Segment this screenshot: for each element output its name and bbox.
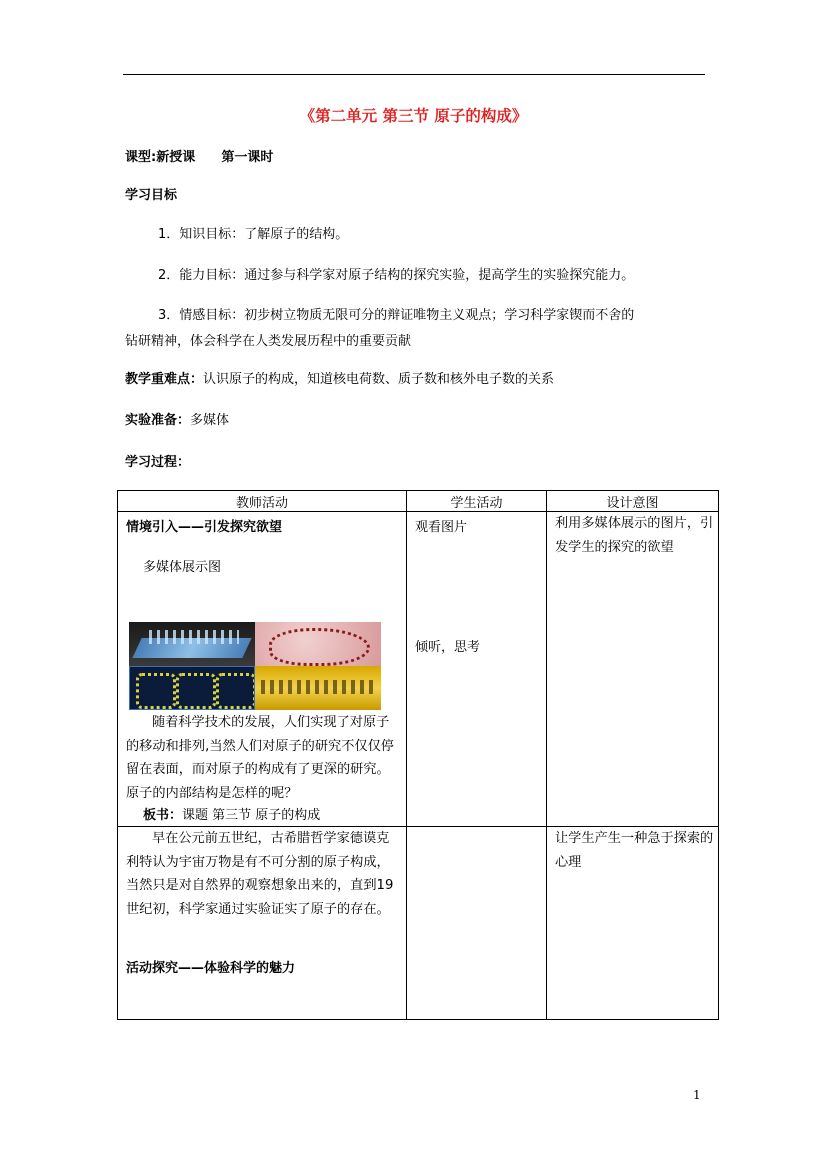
student-cell-2: [407, 827, 547, 1020]
board-label: 板书：: [143, 808, 183, 823]
prep-label: 实验准备：: [125, 413, 191, 428]
page-number: 1: [693, 1088, 701, 1102]
header-student-activity: 学生活动: [407, 491, 547, 512]
course-info: [125, 146, 273, 165]
history-paragraph: 早在公元前五世纪，古希腊哲学家德谟克利特认为宇宙万物是有不可分割的原子构成，当然只是对自然界的观察想象出来的，直到19世纪初，科学家通过实验证实了原子的存在。: [126, 831, 394, 917]
atom-images: [129, 622, 381, 710]
lesson-table: [117, 490, 719, 1020]
board-text: 课题 第三节 原子的构成: [182, 808, 321, 823]
objective-knowledge: 1．知识目标：了解原子的结构。: [158, 227, 349, 242]
teacher-cell-2: [118, 827, 407, 1020]
atom-image-dark: [129, 666, 255, 710]
table-row: [118, 512, 719, 827]
objective-emotion-cont: 钻研精神，体会科学在人类发展历程中的重要贡献: [125, 334, 412, 349]
prep-text: 多媒体: [190, 413, 230, 428]
student-watch: 观看图片: [415, 520, 468, 535]
document-title: 《第二单元 第三节 原子的构成》: [299, 107, 528, 125]
header-teacher-activity: 教师活动: [118, 491, 407, 512]
table-row: [118, 827, 719, 1020]
intent-text-2: 让学生产生一种急于探索的心理: [555, 831, 714, 870]
table-header-row: [118, 491, 719, 512]
objectives-heading: 学习目标: [125, 188, 178, 203]
key-points-text: 认识原子的构成，知道核电荷数、质子数和核外电子数的关系: [203, 372, 555, 387]
board-line: [143, 804, 320, 823]
atom-image-blue: [129, 622, 255, 666]
key-points-label: 教学重难点：: [125, 372, 204, 387]
experiment-prep: [125, 409, 229, 428]
student-cell-1: [407, 512, 547, 827]
intro-heading: 情境引入——引发探究欲望: [126, 520, 283, 535]
teacher-cell-1: [118, 512, 407, 827]
objective-ability: 2．能力目标：通过参与科学家对原子结构的探究实验，提高学生的实验探究能力。: [158, 268, 635, 283]
student-listen: 倾听，思考: [415, 640, 481, 655]
intent-text-1: 利用多媒体展示的图片，引发学生的探究的欲望: [555, 516, 714, 555]
atom-image-red: [255, 622, 381, 666]
activity-heading: 活动探究——体验科学的魅力: [126, 961, 296, 976]
atom-image-yellow: [255, 666, 381, 710]
intro-paragraph: 随着科学技术的发展，人们实现了对原子的移动和排列,当然人们对原子的研究不仅仅停留在表面，而对原子的构成有了更深的研究。原子的内部结构是怎样的呢？: [126, 715, 394, 801]
process-label: 学习过程：: [125, 455, 191, 470]
intent-cell-1: [547, 512, 719, 827]
header-rule: [123, 74, 705, 75]
key-points: [125, 368, 554, 387]
course-type: 课型:新授课: [125, 150, 196, 165]
lesson-number: 第一课时: [221, 150, 274, 165]
header-design-intent: 设计意图: [547, 491, 719, 512]
objective-emotion: 3．情感目标：初步树立物质无限可分的辩证唯物主义观点；学习科学家锲而不舍的: [158, 308, 635, 323]
media-label: 多媒体展示图: [143, 560, 222, 575]
intent-cell-2: [547, 827, 719, 1020]
